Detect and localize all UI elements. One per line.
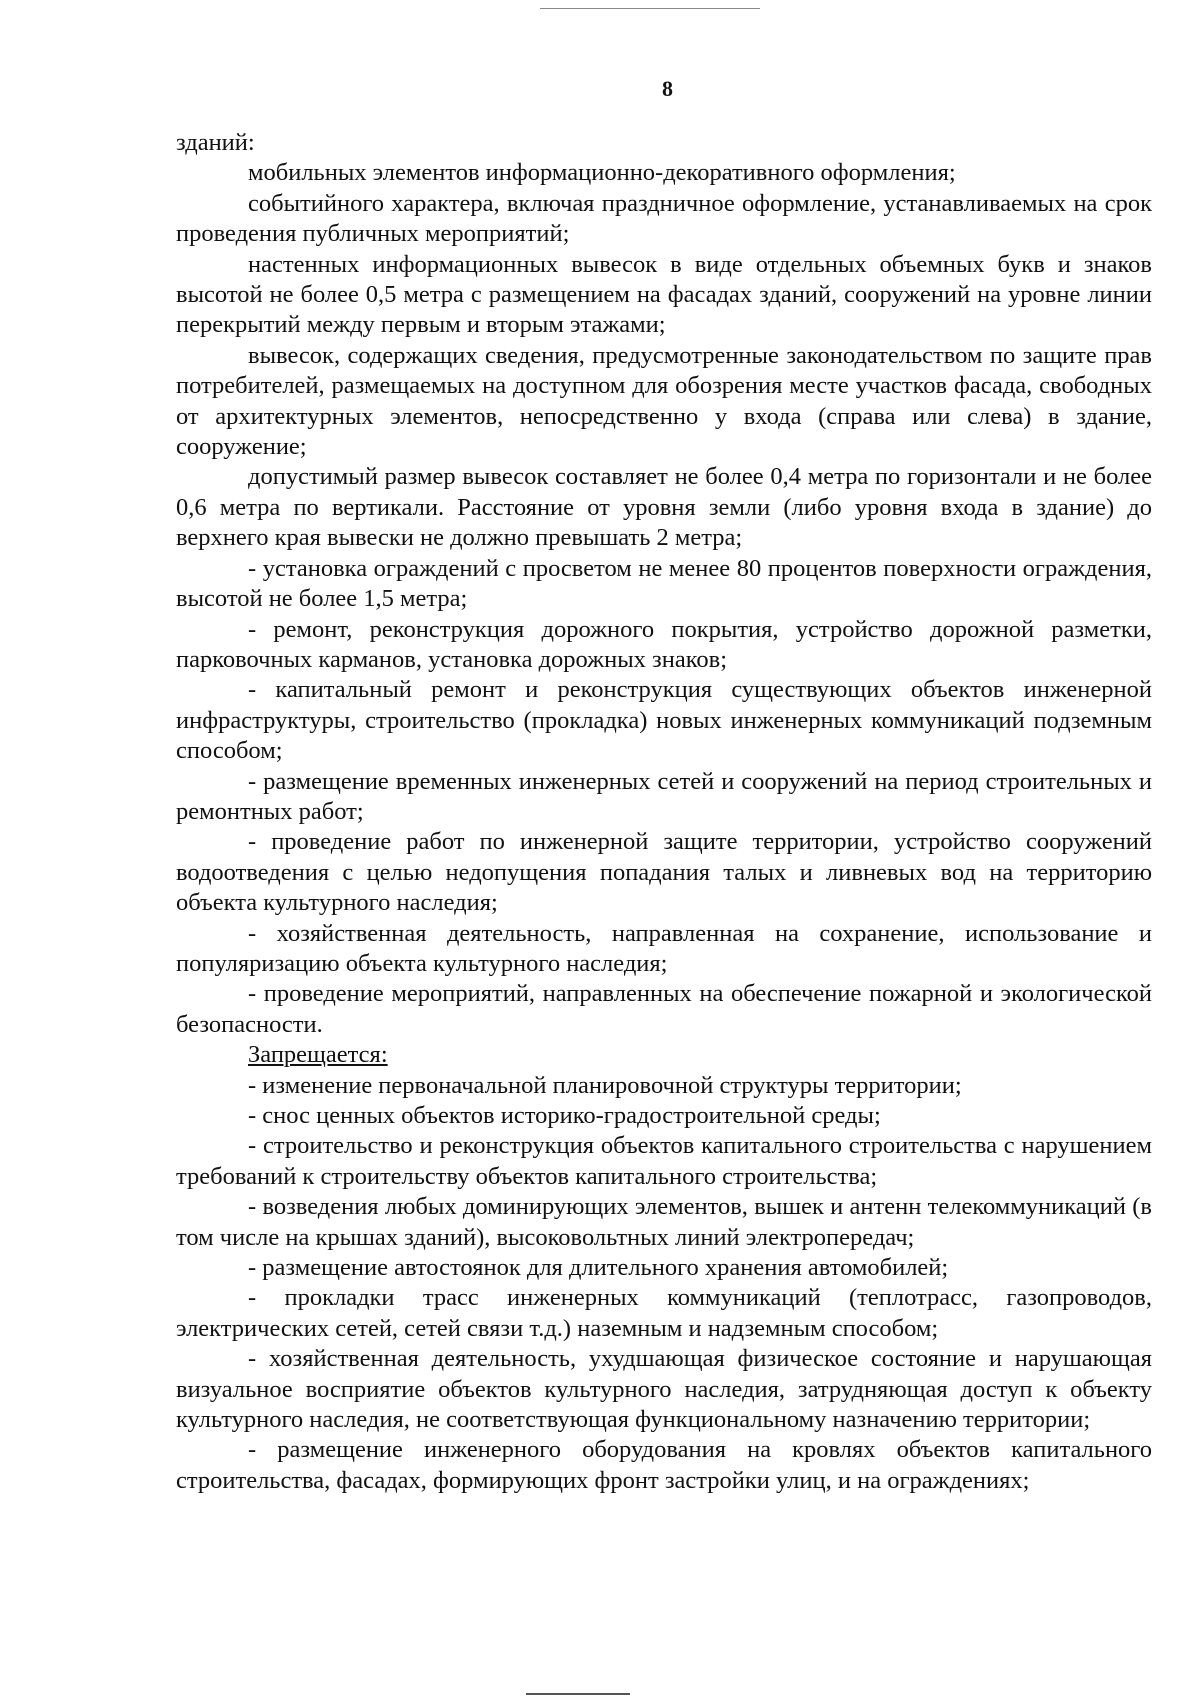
section-heading-text: Запрещается: bbox=[248, 1041, 388, 1069]
list-item: - изменение первоначальной планировочной структуры территории; bbox=[248, 1071, 962, 1099]
list-item: - хозяйственная деятельность, ухудшающая физическое состояние и нарушающая визуальное восприятие объектов культурного наследия, затрудняющая доступ к объекту культурного наследия, не соответствующая функциональному назначению территории; bbox=[176, 1345, 1152, 1434]
list-item: - ремонт, реконструкция дорожного покрытия, устройство дорожной разметки, парковочных карманов, установка дорожных знаков; bbox=[176, 615, 1152, 673]
list-item: - возведения любых доминирующих элементов, вышек и антенн телекоммуникаций (в том числе на крышах зданий), высоковольтных линий электропередач; bbox=[176, 1193, 1152, 1251]
list-item: - проведение мероприятий, направленных на обеспечение пожарной и экологической безопасности. bbox=[176, 980, 1152, 1038]
list-item: - снос ценных объектов историко-градостроительной среды; bbox=[248, 1102, 881, 1129]
list-item: - прокладки трасс инженерных коммуникаций (теплотрасс, газопроводов, электрических сетей, сетей связи т.д.) наземным и надземным способом; bbox=[176, 1284, 1152, 1342]
list-item: - размещение автостоянок для длительного хранения автомобилей; bbox=[248, 1254, 949, 1282]
list-item: - капитальный ремонт и реконструкция существующих объектов инженерной инфраструктуры, строительство (прокладка) новых инженерных коммуникаций подземным способом; bbox=[176, 676, 1152, 765]
scan-edge-line-top bbox=[540, 8, 760, 9]
paragraph: допустимый размер вывесок составляет не более 0,4 метра по горизонтали и не более 0,6 метра по вертикали. Расстояние от уровня земли (либо уровня входа в здание) до верхнего края вывески не должно превышать 2 метра; bbox=[176, 463, 1152, 552]
paragraph: настенных информационных вывесок в виде отдельных объемных букв и знаков высотой не более 0,5 метра с размещением на фасадах зданий, сооружений на уровне линии перекрытий между первым и вторым этажами; bbox=[176, 250, 1152, 339]
list-item: - установка ограждений с просветом не менее 80 процентов поверхности ограждения, высотой не более 1,5 метра; bbox=[176, 554, 1152, 613]
list-item: - строительство и реконструкция объектов капитального строительства с нарушением требований к строительству объектов капитального строительства; bbox=[176, 1132, 1152, 1190]
list-item: - размещение инженерного оборудования на кровлях объектов капитального строительства, фасадах, формирующих фронт застройки улиц, и на ограждениях; bbox=[176, 1436, 1152, 1494]
paragraph: зданий: bbox=[176, 129, 255, 156]
page-number: 8 bbox=[662, 76, 673, 101]
section-heading-prohibited bbox=[176, 1040, 1152, 1070]
list-item: - проведение работ по инженерной защите территории, устройство сооружений водоотведения с целью недопущения попадания талых и ливневых вод на территорию объекта культурного наследия; bbox=[176, 828, 1152, 917]
list-item: - хозяйственная деятельность, направленная на сохранение, использование и популяризацию объекта культурного наследия; bbox=[176, 919, 1152, 977]
list-item: - размещение временных инженерных сетей и сооружений на период строительных и ремонтных работ; bbox=[176, 767, 1152, 825]
paragraph: мобильных элементов информационно-декоративного оформления; bbox=[248, 159, 956, 187]
paragraph: вывесок, содержащих сведения, предусмотренные законодательством по защите прав потребителей, размещаемых на доступном для обозрения месте участков фасада, свободных от архитектурных элементов, непосредственно у входа (справа или слева) в здание, сооружение; bbox=[176, 341, 1152, 461]
document-body bbox=[176, 128, 1152, 1496]
paragraph: событийного характера, включая праздничное оформление, устанавливаемых на срок проведения публичных мероприятий; bbox=[176, 189, 1152, 248]
scan-edge-line-bottom bbox=[526, 1693, 630, 1695]
